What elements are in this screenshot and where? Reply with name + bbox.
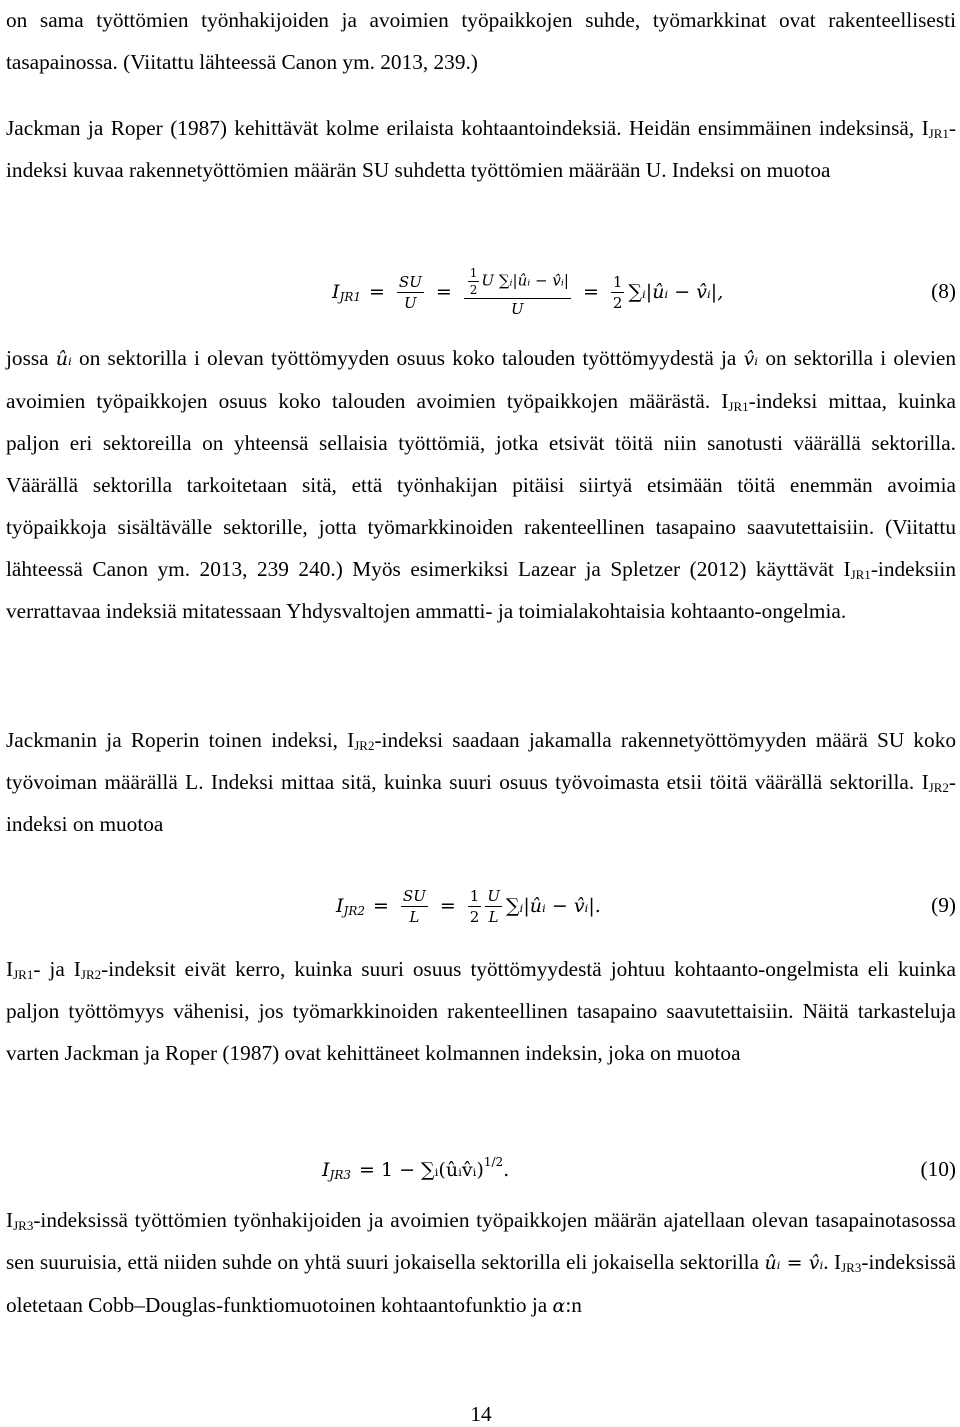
paragraph-2-text-b: -indeksi kuvaa rakennetyöttömien määrän SU suhdetta työttömien määrään U. Indeksi on muotoa xyxy=(6,116,956,182)
paragraph-4: Jackmanin ja Roperin toinen indeksi, $I_{JR2}$-indeksi saadaan jakamalla rakennetyöttömyyden määrä SU koko työvoiman määrällä L. Indeksi mittaa sitä, kuinka suuri osuus työvoimasta etsii töitä väärällä sektorilla. $I_{JR2}$-indeksi on muotoa xyxy=(6,728,956,836)
equation-9 xyxy=(6,876,956,936)
equation-8-number: (8) xyxy=(931,279,956,303)
eq8-lhs-sub: JR1 xyxy=(339,290,361,304)
math-alpha: α xyxy=(552,1295,566,1317)
paragraph-1-text: on sama työttömien työnhakijoiden ja avoimien työpaikkojen suhde, työmarkkinat ovat rakenteellisesti tasapainossa. (Viitattu lähteessä Canon ym. 2013, 239.) xyxy=(6,8,956,74)
eq8-rhs: ∑ᵢ|ûᵢ − v̂ᵢ|, xyxy=(628,281,724,303)
eq8-fraction-3: $\frac{1}{2}$ xyxy=(612,272,623,312)
paragraph-1 xyxy=(6,0,956,83)
equation-9-number: (9) xyxy=(931,893,956,917)
paragraph-3: jossa ûᵢ on sektorilla i olevan työttömyyden osuus koko talouden työttömyydestä ja v̂ᵢ on sektorilla i olevien avoimien työpaikkojen osuus koko talouden avoimien työpaikkojen määrästä. $I_{JR1}$-indeksi mittaa, kuinka paljon eri sektoreilla on yhteensä sellaisia työttömiä, jotka etsivät töitä niin sanotusti väärällä sektorilla. Väärällä sektorilla tarkoitetaan sitä, että työnhakijan pitäisi siirtyä etsimään töitä enemmän avoimia työpaikkoja sisältävälle sektorille, jotta työmarkkinoiden rakenteellinen tasapaino saavutettaisiin. (Viitattu lähteessä Canon ym. 2013, 239 240.) Myös esimerkiksi Lazear ja Spletzer (2012) käyttävät $I_{JR1}$-indeksiin verrattavaa indeksiä mitatessaan Yhdysvaltojen ammatti- ja toimialakohtaisia kohtaanto-ongelmia. xyxy=(6,346,957,623)
paragraph-2 xyxy=(6,107,956,191)
eq8-lhs: I xyxy=(332,281,340,303)
eq8-fraction-2: $\frac{1}{2}$ U ∑ᵢ|ûᵢ − v̂ᵢ| U xyxy=(464,266,571,318)
eq8-fraction-1: $\frac{SU}{U}$ xyxy=(398,272,422,312)
equation-10-body: I JR3 = 1 − ∑ᵢ(ûᵢv̂ᵢ) 1/2 . xyxy=(322,1155,510,1182)
math-u-hat-i: ûᵢ xyxy=(55,348,72,370)
paragraph-2-text-a: Jackman ja Roper (1987) kehittävät kolme erilaista kohtaantoindeksiä. Heidän ensimmäinen indeksinsä, I xyxy=(6,116,929,140)
equation-9-body: I JR2 = $\frac{SU}{L}$ = $\frac{1}{2}$ $\frac{U}{L}$ ∑ᵢ|ûᵢ − v̂ᵢ|. xyxy=(336,886,601,926)
equation-8 xyxy=(6,262,956,322)
equation-10 xyxy=(6,1140,956,1200)
page-number: 14 xyxy=(470,1402,492,1426)
subscript-jr1: JR1 xyxy=(928,126,949,141)
math-u-equals-v: ûᵢ = v̂ᵢ xyxy=(764,1252,824,1274)
paragraph-6: $I_{JR3}$-indeksissä työttömien työnhakijoiden ja avoimien työpaikkojen määrän ajatellaan olevan tasapainotasossa sen suuruisia, että niiden suhde on yhtä suuri jokaisella sektorilla eli jokaisella sektorilla ûᵢ = v̂ᵢ. $I_{JR3}$-indeksissä oletetaan Cobb–Douglas-funktiomuotoinen kohtaantofunktio ja α:n xyxy=(6,1208,956,1317)
math-v-hat-i: v̂ᵢ xyxy=(743,348,759,370)
equation-8-body: I JR1 = $\frac{SU}{U}$ = $\frac{1}{2}$ U ∑ᵢ|ûᵢ − v̂ᵢ| U = $\frac{1}{2}$ ∑ᵢ|ûᵢ − v̂ᵢ|, xyxy=(332,266,724,318)
equation-10-number: (10) xyxy=(920,1157,956,1181)
paragraph-5: $I_{JR1}-$ ja $I_{JR2}$-indeksit eivät kerro, kuinka suuri osuus työttömyydestä johtuu kohtaanto-ongelmista eli kuinka paljon työttömyys vähenisi, jos työmarkkinoiden rakenteellinen tasapaino saavutettaisiin. Näitä tarkasteluja varten Jackman ja Roper (1987) ovat kehittäneet kolmannen indeksin, joka on muotoa xyxy=(6,957,956,1065)
